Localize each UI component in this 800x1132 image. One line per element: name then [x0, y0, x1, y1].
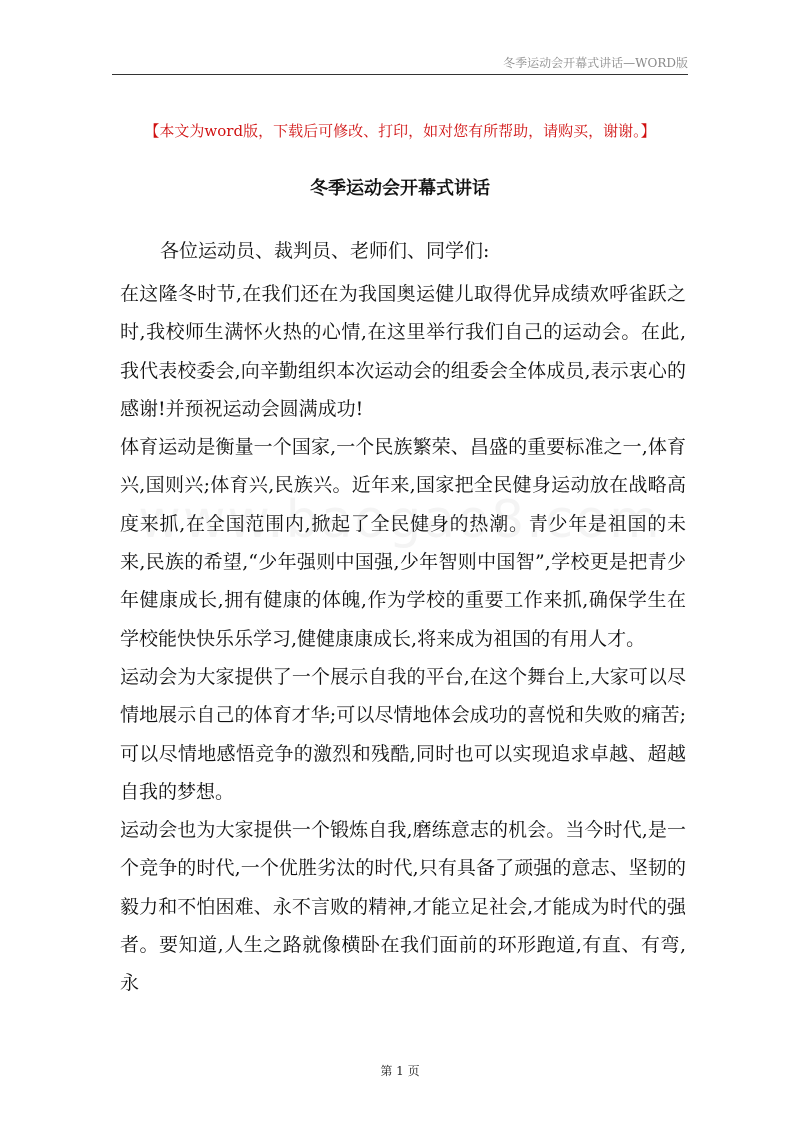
document-body — [120, 275, 686, 1003]
running-header: 冬季运动会开幕式讲话—WORD版 — [503, 56, 688, 70]
document-title: 冬季运动会开幕式讲话 — [310, 178, 490, 199]
paragraph: 体育运动是衡量一个国家,一个民族繁荣、昌盛的重要标准之一,体育兴,国则兴;体育兴,民族兴。近年来,国家把全民健身运动放在战略高度来抓,在全国范围内,掀起了全民健身的热潮。青少年是祖国的未来,民族的希望,“少年强则中国强,少年智则中国智”,学校更是把青少年健康成长,拥有健康的体魄,作为学校的重要工作来抓,确保学生在学校能快快乐乐学习,健健康康成长,将来成为祖国的有用人才。 — [120, 436, 686, 650]
header-divider — [112, 74, 688, 75]
page-number: 第 1 页 — [380, 1064, 420, 1078]
paragraph: 在这隆冬时节,在我们还在为我国奥运健儿取得优异成绩欢呼雀跃之时,我校师生满怀火热的心情,在这里举行我们自己的运动会。在此,我代表校委会,向辛勤组织本次运动会的组委会全体成员,表示衷心的感谢!并预祝运动会圆满成功! — [120, 283, 686, 420]
download-notice: 【本文为word版，下载后可修改、打印，如对您有所帮助，请购买，谢谢。】 — [144, 122, 656, 140]
paragraph: 运动会也为大家提供一个锻炼自我,磨练意志的机会。当今时代,是一个竞争的时代,一个优胜劣汰的时代,只有具备了顽强的意志、坚韧的毅力和不怕困难、永不言败的精神,才能立足社会,才能成为时代的强者。要知道,人生之路就像横卧在我们面前的环形跑道,有直、有弯,永 — [120, 819, 686, 995]
salutation: 各位运动员、裁判员、老师们、同学们: — [160, 240, 490, 262]
paragraph: 运动会为大家提供了一个展示自我的平台,在这个舞台上,大家可以尽情地展示自己的体育才华;可以尽情地体会成功的喜悦和失败的痛苦;可以尽情地感悟竞争的激烈和残酷,同时也可以实现追求卓越、超越自我的梦想。 — [120, 665, 686, 803]
